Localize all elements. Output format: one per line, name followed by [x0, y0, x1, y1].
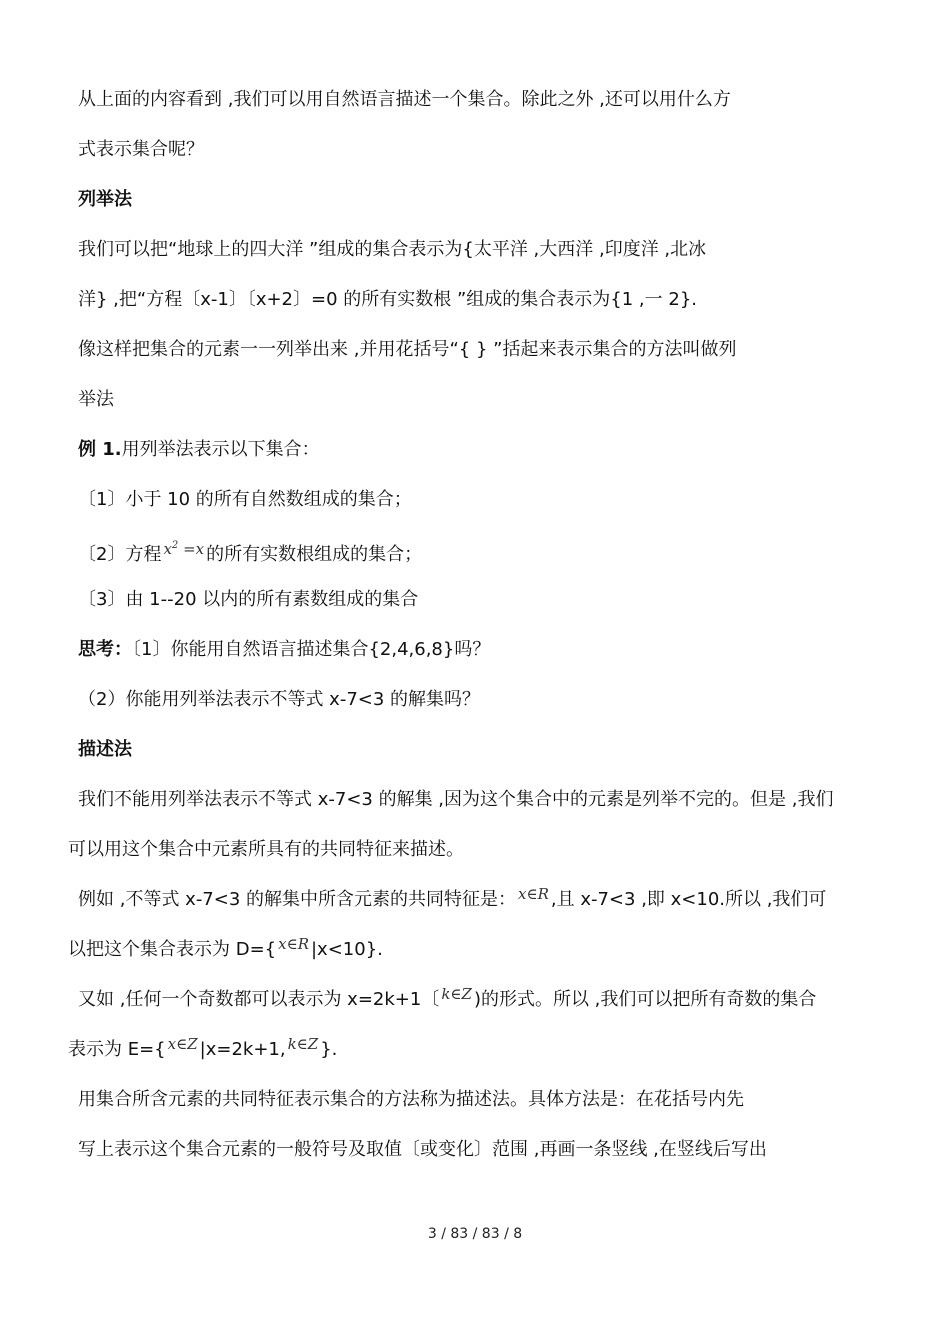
paragraph-line: 我们可以把“地球上的四大洋 ”组成的集合表示为{太平洋 ,大西洋 ,印度洋 ,北冰 [78, 239, 707, 260]
paragraph-line: 举法 [78, 389, 114, 410]
paragraph-line: 表示为 E={ $^{x\in Z}$ |x=2k+1, $^{k\in Z}$ }. [68, 1035, 338, 1060]
question-1: 〔1〕小于 10 的所有自然数组成的集合； [78, 489, 412, 510]
paragraph-line: 用集合所含元素的共同特征表示集合的方法称为描述法。具体方法是：在花括号内先 [78, 1089, 744, 1110]
question-2-prefix: 〔2〕方程 [78, 544, 162, 565]
equation-formula: x2 =x [163, 540, 205, 558]
question-2-suffix: 的所有实数根组成的集合； [206, 544, 423, 565]
example-text: 用列举法表示以下集合： [121, 439, 320, 460]
x-in-R-formula: x∈R [278, 935, 309, 953]
page-number: 3 / 83 / 83 / 8 [427, 1226, 523, 1242]
example-label: 例 1. [78, 439, 122, 460]
question-2 [78, 539, 422, 568]
paragraph-line: 例如 ,不等式 x-7<3 的解集中所含元素的共同特征是： $^{x\in R}$ ,且 x-7<3 ,即 x<10.所以 ,我们可 [78, 885, 827, 910]
paragraph-line: 从上面的内容看到 ,我们可以用自然语言描述一个集合。除此之外 ,还可以用什么方 [78, 89, 731, 110]
think-1 [78, 637, 490, 663]
section-heading-description: 描述法 [78, 739, 132, 760]
paragraph-line: 以把这个集合表示为 D={ $^{x\in R}$ |x<10}. [68, 935, 383, 960]
paragraph-line: 洋} ,把“方程〔x-1〕〔x+2〕=0 的所有实数根 ”组成的集合表示为{1 ,一 2}. [78, 289, 698, 310]
k-in-Z-formula: k∈Z [441, 985, 472, 1003]
think-2: （2）你能用列举法表示不等式 x-7<3 的解集吗？ [78, 689, 481, 710]
paragraph-line: 我们不能用列举法表示不等式 x-7<3 的解集 ,因为这个集合中的元素是列举不完的。但是 ,我们 [78, 789, 834, 810]
section-heading-enumeration: 列举法 [78, 189, 132, 210]
paragraph-line: 式表示集合呢？ [78, 139, 204, 160]
paragraph-line: 写上表示这个集合元素的一般符号及取值〔或变化〕范围 ,再画一条竖线 ,在竖线后写出 [78, 1139, 767, 1160]
paragraph-line: 像这样把集合的元素一一列举出来 ,并用花括号“{ } ”括起来表示集合的方法叫做列 [78, 339, 737, 360]
think-label: 思考： [78, 639, 132, 660]
example-1 [78, 437, 320, 463]
k-in-Z-formula: k∈Z [287, 1035, 319, 1053]
paragraph-line: 又如 ,任何一个奇数都可以表示为 x=2k+1〔 $^{k\in Z}$ )的形式。所以 ,我们可以把所有奇数的集合 [78, 985, 817, 1010]
x-in-Z-formula: x∈Z [167, 1035, 198, 1053]
x-in-R-formula: x∈R [518, 885, 549, 903]
think-1-text: 〔1〕你能用自然语言描述集合{2,4,6,8}吗？ [132, 639, 491, 660]
question-3: 〔3〕由 1--20 以内的所有素数组成的集合 [78, 589, 419, 610]
paragraph-line: 可以用这个集合中元素所具有的共同特征来描述。 [68, 839, 464, 860]
